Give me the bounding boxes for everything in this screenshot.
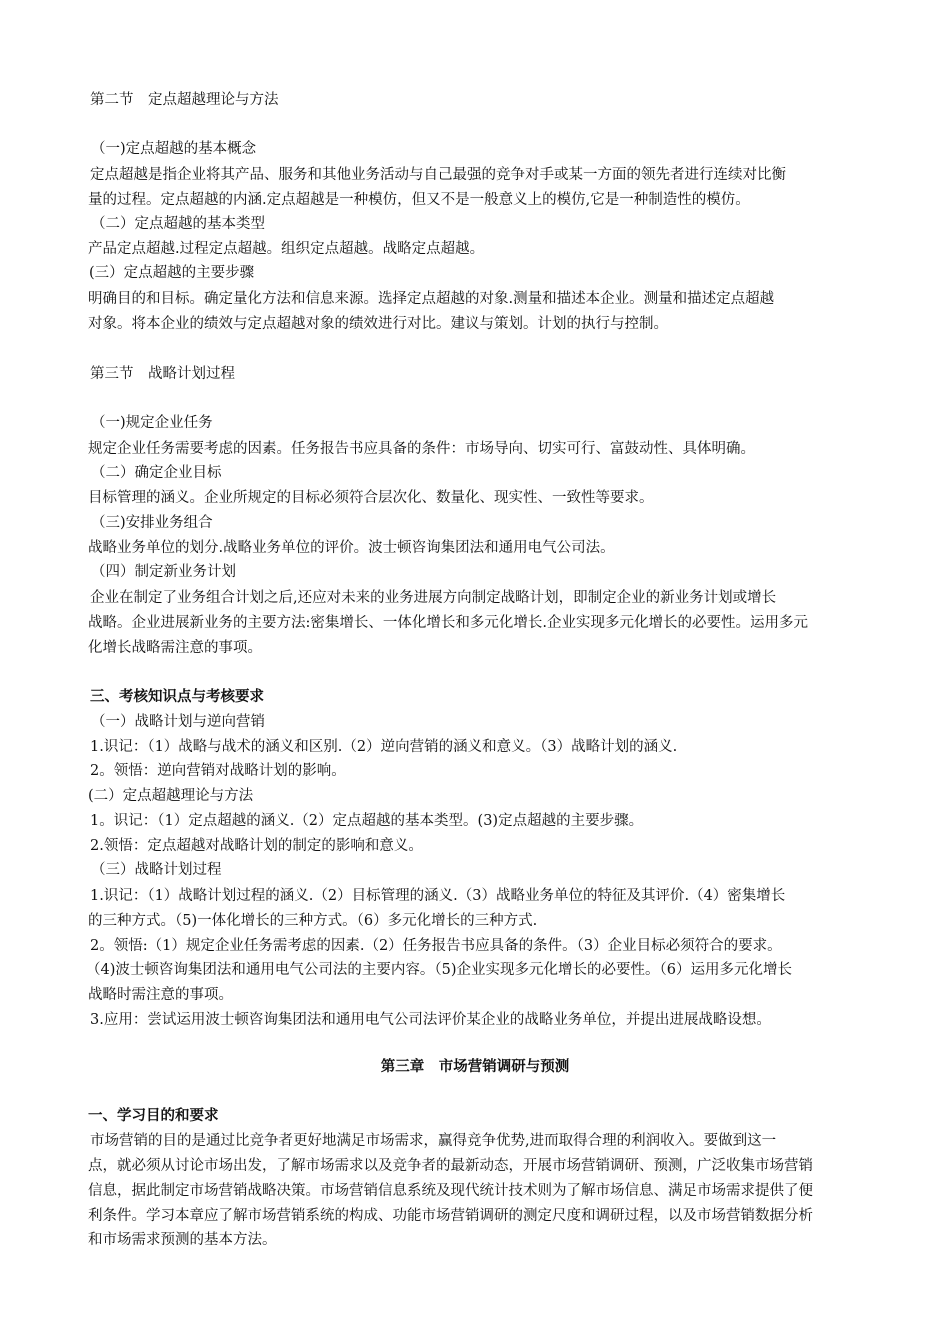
paragraph-line: 1.识记：（1）战略计划过程的涵义.（2）目标管理的涵义.（3）战略业务单位的特征及其评价.（4）密集增长 xyxy=(90,888,786,904)
paragraph-line: 战略。企业进展新业务的主要方法:密集增长、一体化增长和多元化增长.企业实现多元化增长的必要性。运用多元 xyxy=(88,615,808,631)
subsection-heading: (三）定点超越的主要步骤 xyxy=(89,265,255,281)
paragraph-line: 2。领悟:（1）规定企业任务需考虑的因素.（2）任务报告书应具备的条件。（3）企业目标必须符合的要求。 xyxy=(90,938,782,954)
paragraph-line: 和市场需求预测的基本方法。 xyxy=(88,1232,277,1248)
paragraph-line: 企业在制定了业务组合计划之后,还应对未来的业务进展方向制定战略计划，即制定企业的新业务计划或增长 xyxy=(90,590,777,606)
subsection-heading: （二）定点超越的基本类型 xyxy=(91,216,265,232)
paragraph-line: 2。领悟：逆向营销对战略计划的影响。 xyxy=(90,763,346,779)
paragraph-line: 产品定点超越.过程定点超越。组织定点超越。战略定点超越。 xyxy=(88,241,485,257)
paragraph-line: 2.领悟：定点超越对战略计划的制定的影响和意义。 xyxy=(90,838,423,854)
paragraph-line: 化增长战略需注意的事项。 xyxy=(88,640,262,656)
paragraph-line: 市场营销的目的是通过比竞争者更好地满足市场需求，赢得竞争优势,进而取得合理的利润收入。要做到这一 xyxy=(90,1133,777,1149)
section-heading: 三、考核知识点与考核要求 xyxy=(90,689,264,705)
paragraph-line: 的三种方式。（5)一体化增长的三种方式。（6）多元化增长的三种方式. xyxy=(88,913,538,929)
paragraph-line: 目标管理的涵义。企业所规定的目标必须符合层次化、数量化、现实性、一致性等要求。 xyxy=(88,490,654,506)
paragraph-line: 信息，据此制定市场营销战略决策。市场营销信息系统及现代统计技术则为了解市场信息、满足市场需求提供了便 xyxy=(88,1183,813,1199)
paragraph-line: 对象。将本企业的绩效与定点超越对象的绩效进行对比。建议与策划。计划的执行与控制。 xyxy=(88,316,668,332)
section-title: 第三节 战略计划过程 xyxy=(90,366,235,382)
subsection-heading: （一）战略计划与逆向营销 xyxy=(91,714,265,730)
subsection-heading: （一)规定企业任务 xyxy=(91,415,213,431)
subsection-heading: （二）确定企业目标 xyxy=(91,465,222,481)
paragraph-line: 利条件。学习本章应了解市场营销系统的构成、功能市场营销调研的测定尺度和调研过程，以及市场营销数据分析 xyxy=(88,1208,813,1224)
paragraph-line: 点，就必须从讨论市场出发，了解市场需求以及竞争者的最新动态，开展市场营销调研、预测，广泛收集市场营销 xyxy=(88,1158,813,1174)
paragraph-line: 规定企业任务需要考虑的因素。任务报告书应具备的条件：市场导向、切实可行、富鼓动性、具体明确。 xyxy=(88,441,755,457)
chapter-title: 第三章 市场营销调研与预测 xyxy=(380,1059,570,1075)
paragraph-line: （4)波士顿咨询集团法和通用电气公司法的主要内容。（5)企业实现多元化增长的必要性。（6）运用多元化增长 xyxy=(86,962,792,978)
paragraph-line: 战略业务单位的划分.战略业务单位的评价。波士顿咨询集团法和通用电气公司法。 xyxy=(88,540,615,556)
subsection-heading: (二）定点超越理论与方法 xyxy=(88,788,254,804)
paragraph-line: 3.应用：尝试运用波士顿咨询集团法和通用电气公司法评价某企业的战略业务单位，并提出进展战略设想。 xyxy=(90,1012,771,1028)
paragraph-line: 量的过程。定点超越的内涵.定点超越是一种模仿，但又不是一般意义上的模仿,它是一种制造性的模仿。 xyxy=(88,192,750,208)
paragraph-line: 战略时需注意的事项。 xyxy=(88,987,233,1003)
subsection-heading: （四）制定新业务计划 xyxy=(91,564,236,580)
paragraph-line: 1.识记：（1）战略与战术的涵义和区别.（2）逆向营销的涵义和意义。（3）战略计划的涵义. xyxy=(90,739,678,755)
paragraph-line: 明确目的和目标。确定量化方法和信息来源。选择定点超越的对象.测量和描述本企业。测量和描述定点超越 xyxy=(88,291,775,307)
paragraph-line: 定点超越是指企业将其产品、服务和其他业务活动与自己最强的竞争对手或某一方面的领先者进行连续对比衡 xyxy=(90,167,786,183)
subsection-heading: （三)安排业务组合 xyxy=(91,515,213,531)
section-title: 第二节 定点超越理论与方法 xyxy=(90,92,279,108)
section-heading: 一、学习目的和要求 xyxy=(88,1108,219,1124)
subsection-heading: （一)定点超越的基本概念 xyxy=(91,141,257,157)
subsection-heading: （三）战略计划过程 xyxy=(91,862,222,878)
paragraph-line: 1。识记：（1）定点超越的涵义.（2）定点超越的基本类型。(3)定点超越的主要步骤。 xyxy=(90,813,644,829)
